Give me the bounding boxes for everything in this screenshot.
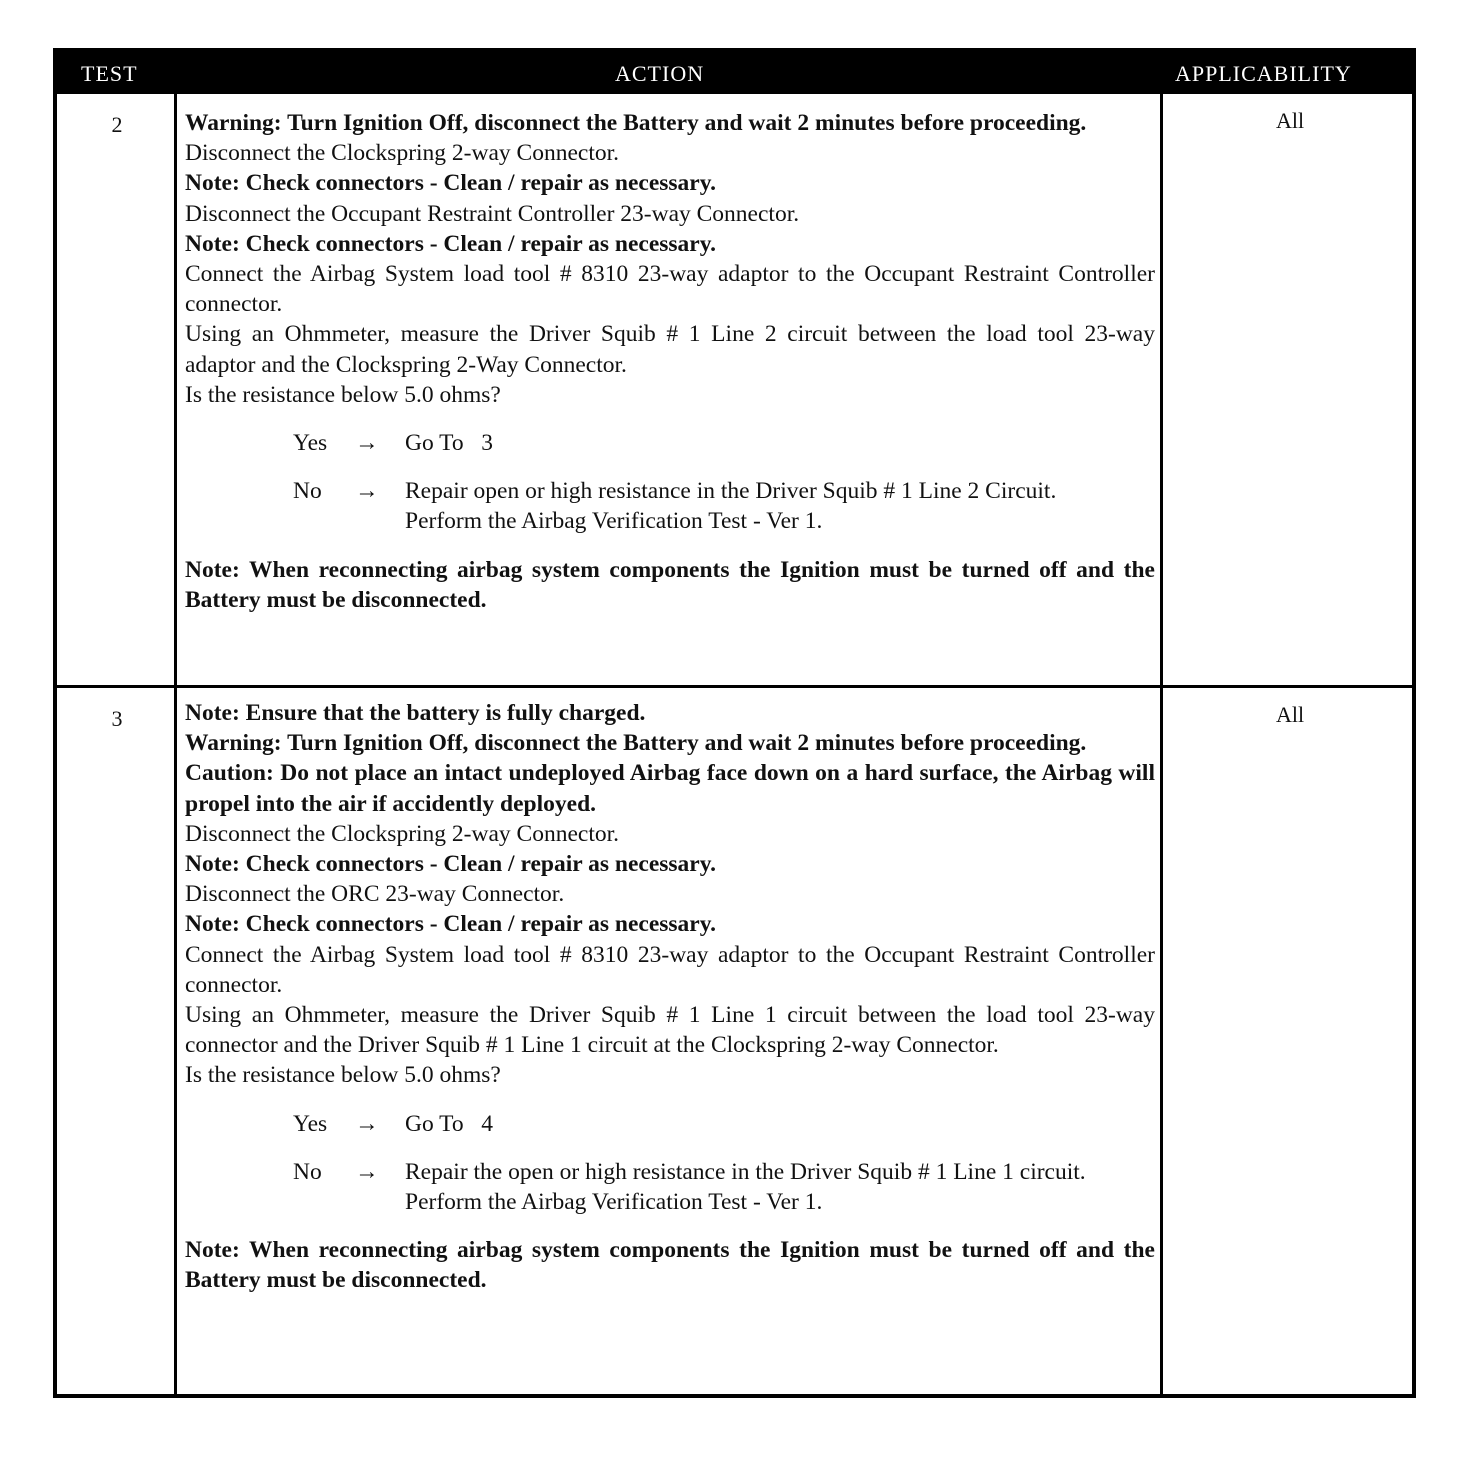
caution-text: Caution: Do not place an intact undeployed Airbag face down on a hard surface, the Airbag will propel into the air if accidently deployed.	[185, 760, 1155, 817]
no-action	[405, 1157, 1155, 1217]
table-row	[57, 94, 1412, 688]
no-action-repair: Repair open or high resistance in the Driver Squib # 1 Line 2 Circuit.	[405, 478, 1057, 505]
instruction-text: Connect the Airbag System load tool # 8310 23-way adaptor to the Occupant Restraint Controller connector.	[185, 941, 1155, 998]
note-text: Note: Check connectors - Clean / repair as necessary.	[185, 851, 717, 878]
note-text: Note: Check connectors - Clean / repair as necessary.	[185, 911, 717, 938]
yes-label: Yes	[293, 1110, 328, 1137]
yes-branch	[185, 1109, 1155, 1139]
note-text: Note: Check connectors - Clean / repair as necessary.	[185, 170, 717, 197]
instruction-text: Connect the Airbag System load tool # 8310 23-way adaptor to the Occupant Restraint Controller connector.	[185, 261, 1155, 318]
no-branch	[185, 476, 1155, 536]
question-text: Is the resistance below 5.0 ohms?	[185, 381, 501, 408]
instruction-text: Disconnect the Occupant Restraint Controller 23-way Connector.	[185, 200, 800, 227]
warning-text: Warning: Turn Ignition Off, disconnect the Battery and wait 2 minutes before proceeding.	[185, 730, 1087, 757]
reconnect-note: Note: When reconnecting airbag system components the Ignition must be turned off and the Battery must be disconnected.	[185, 556, 1155, 613]
yes-label: Yes	[293, 430, 328, 457]
reconnect-note: Note: When reconnecting airbag system components the Ignition must be turned off and the Battery must be disconnected.	[185, 1237, 1155, 1294]
test-number: 2	[111, 112, 123, 137]
action-cell	[185, 698, 1155, 1296]
header-applicability: APPLICABILITY	[1175, 61, 1352, 86]
instruction-text: Disconnect the Clockspring 2-way Connector.	[185, 820, 620, 847]
table-header	[57, 52, 1412, 94]
arrow-right-icon: →	[355, 1110, 379, 1137]
arrow-right-icon: →	[355, 1158, 379, 1185]
instruction-text: Disconnect the ORC 23-way Connector.	[185, 881, 565, 908]
no-branch	[185, 1157, 1155, 1217]
test-number: 3	[111, 706, 123, 731]
yes-branch	[185, 428, 1155, 458]
note-text: Note: Check connectors - Clean / repair as necessary.	[185, 230, 717, 257]
no-action-verify: Perform the Airbag Verification Test - Ver 1.	[405, 508, 823, 535]
no-label: No	[293, 478, 322, 505]
instruction-text: Using an Ohmmeter, measure the Driver Squib # 1 Line 1 circuit between the load tool 23-way connector and the Driver Squib # 1 Line 1 circuit at the Clockspring 2-way Connector.	[185, 1002, 1155, 1059]
question-text: Is the resistance below 5.0 ohms?	[185, 1062, 501, 1089]
yes-action: Go To 4	[405, 1110, 494, 1137]
instruction-text: Using an Ohmmeter, measure the Driver Squib # 1 Line 2 circuit between the load tool 23-way adaptor and the Clockspring 2-Way Connector.	[185, 321, 1155, 378]
yes-action: Go To 3	[405, 430, 494, 457]
no-action-verify: Perform the Airbag Verification Test - Ver 1.	[405, 1189, 823, 1216]
arrow-right-icon: →	[355, 478, 379, 505]
arrow-right-icon: →	[355, 430, 379, 457]
header-test: TEST	[81, 61, 138, 86]
diagnostic-test-table	[53, 48, 1416, 1398]
applicability-value: All	[1275, 702, 1305, 727]
no-action-repair: Repair the open or high resistance in the Driver Squib # 1 Line 1 circuit.	[405, 1158, 1086, 1185]
applicability-value: All	[1275, 108, 1305, 133]
header-action: ACTION	[615, 61, 705, 86]
no-action	[405, 476, 1155, 536]
instruction-text: Disconnect the Clockspring 2-way Connector.	[185, 140, 620, 167]
warning-text: Warning: Turn Ignition Off, disconnect the Battery and wait 2 minutes before proceeding.	[185, 110, 1087, 136]
action-cell	[185, 108, 1155, 615]
table-row	[57, 688, 1412, 1398]
note-text: Note: Ensure that the battery is fully charged.	[185, 700, 646, 726]
no-label: No	[293, 1158, 322, 1185]
